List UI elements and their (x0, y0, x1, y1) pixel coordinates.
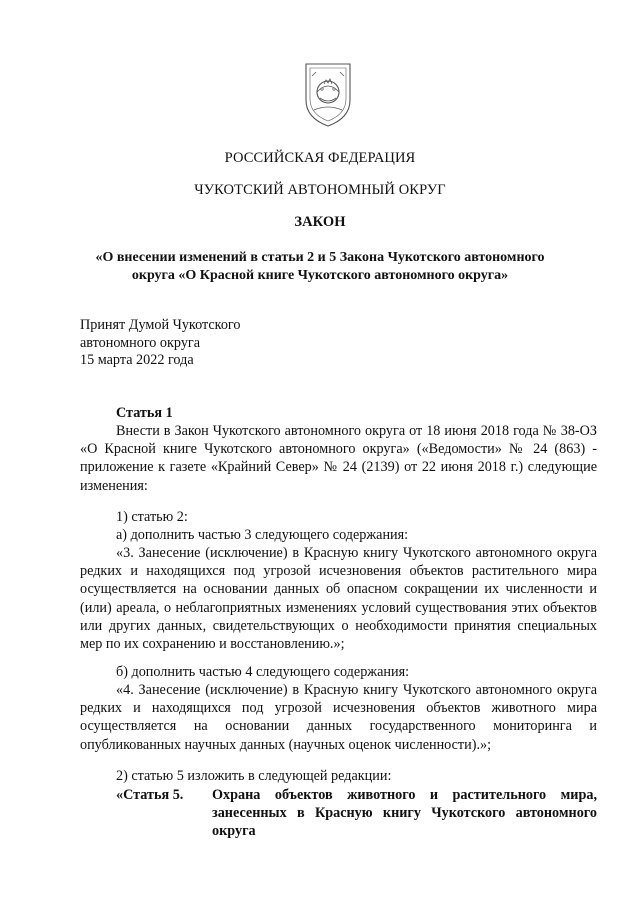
item-1b-text: «4. Занесение (исключение) в Красную книгу Чукотского автономного округа редких и находящихся под угрозой исчезновения объектов животного мира осуществляется на основании данных государственного мониторинга и опубликованных научных данных (научных оценок численности).»; (80, 682, 597, 753)
adoption-date: 15 марта 2022 года (80, 352, 194, 368)
law-title-line-1: «О внесении изменений в статьи 2 и 5 Закона Чукотского автономного (95, 250, 545, 265)
item-1b: б) дополнить частью 4 следующего содержания: (116, 664, 410, 680)
article-1-heading-text: Статья 1 (116, 405, 173, 421)
adoption-info (80, 317, 240, 370)
federation-heading: РОССИЙСКАЯ ФЕДЕРАЦИЯ (224, 150, 416, 166)
item-1a-text: «3. Занесение (исключение) в Красную книгу Чукотского автономного округа редких и находящихся под угрозой исчезновения объектов растительного мира осуществляется на основании данных об опасном сокращении их численности и (или) ареала, о неблагоприятных изменениях условий существования этих объектов или других данных, свидетельствующих о необходимости принятия специальных мер по их сохранению и восстановлению.»; (80, 545, 597, 653)
law-title-line-2: округа «О Красной книге Чукотского автономного округа» (131, 268, 509, 283)
region-heading: ЧУКОТСКИЙ АВТОНОМНЫЙ ОКРУГ (194, 182, 446, 198)
item-1a: а) дополнить частью 3 следующего содержания: (116, 527, 409, 543)
item-1: 1) статью 2: (116, 509, 188, 525)
item-2: 2) статью 5 изложить в следующей редакции: (116, 768, 392, 784)
adoption-line-2: автономного округа (80, 334, 201, 351)
article-5-label: «Статья 5. (116, 787, 184, 803)
article-5-title: Охрана объектов животного и растительного мира, занесенных в Красную книгу Чукотского автономного округа (212, 787, 597, 840)
adoption-line-1: Принят Думой Чукотского (80, 317, 241, 333)
law-title (0, 249, 640, 285)
document-type: ЗАКОН (294, 214, 346, 230)
article-1-intro: Внести в Закон Чукотского автономного округа от 18 июня 2018 года № 38-ОЗ «О Красной книге Чукотского автономного округа» («Ведомости» № 24 (863) - приложение к газете «Крайний Север» № 24 (2139) от 22 июня 2018 г.) следующие изменения: (80, 423, 597, 494)
article-1-heading (116, 404, 597, 422)
coat-of-arms-icon (300, 58, 356, 130)
